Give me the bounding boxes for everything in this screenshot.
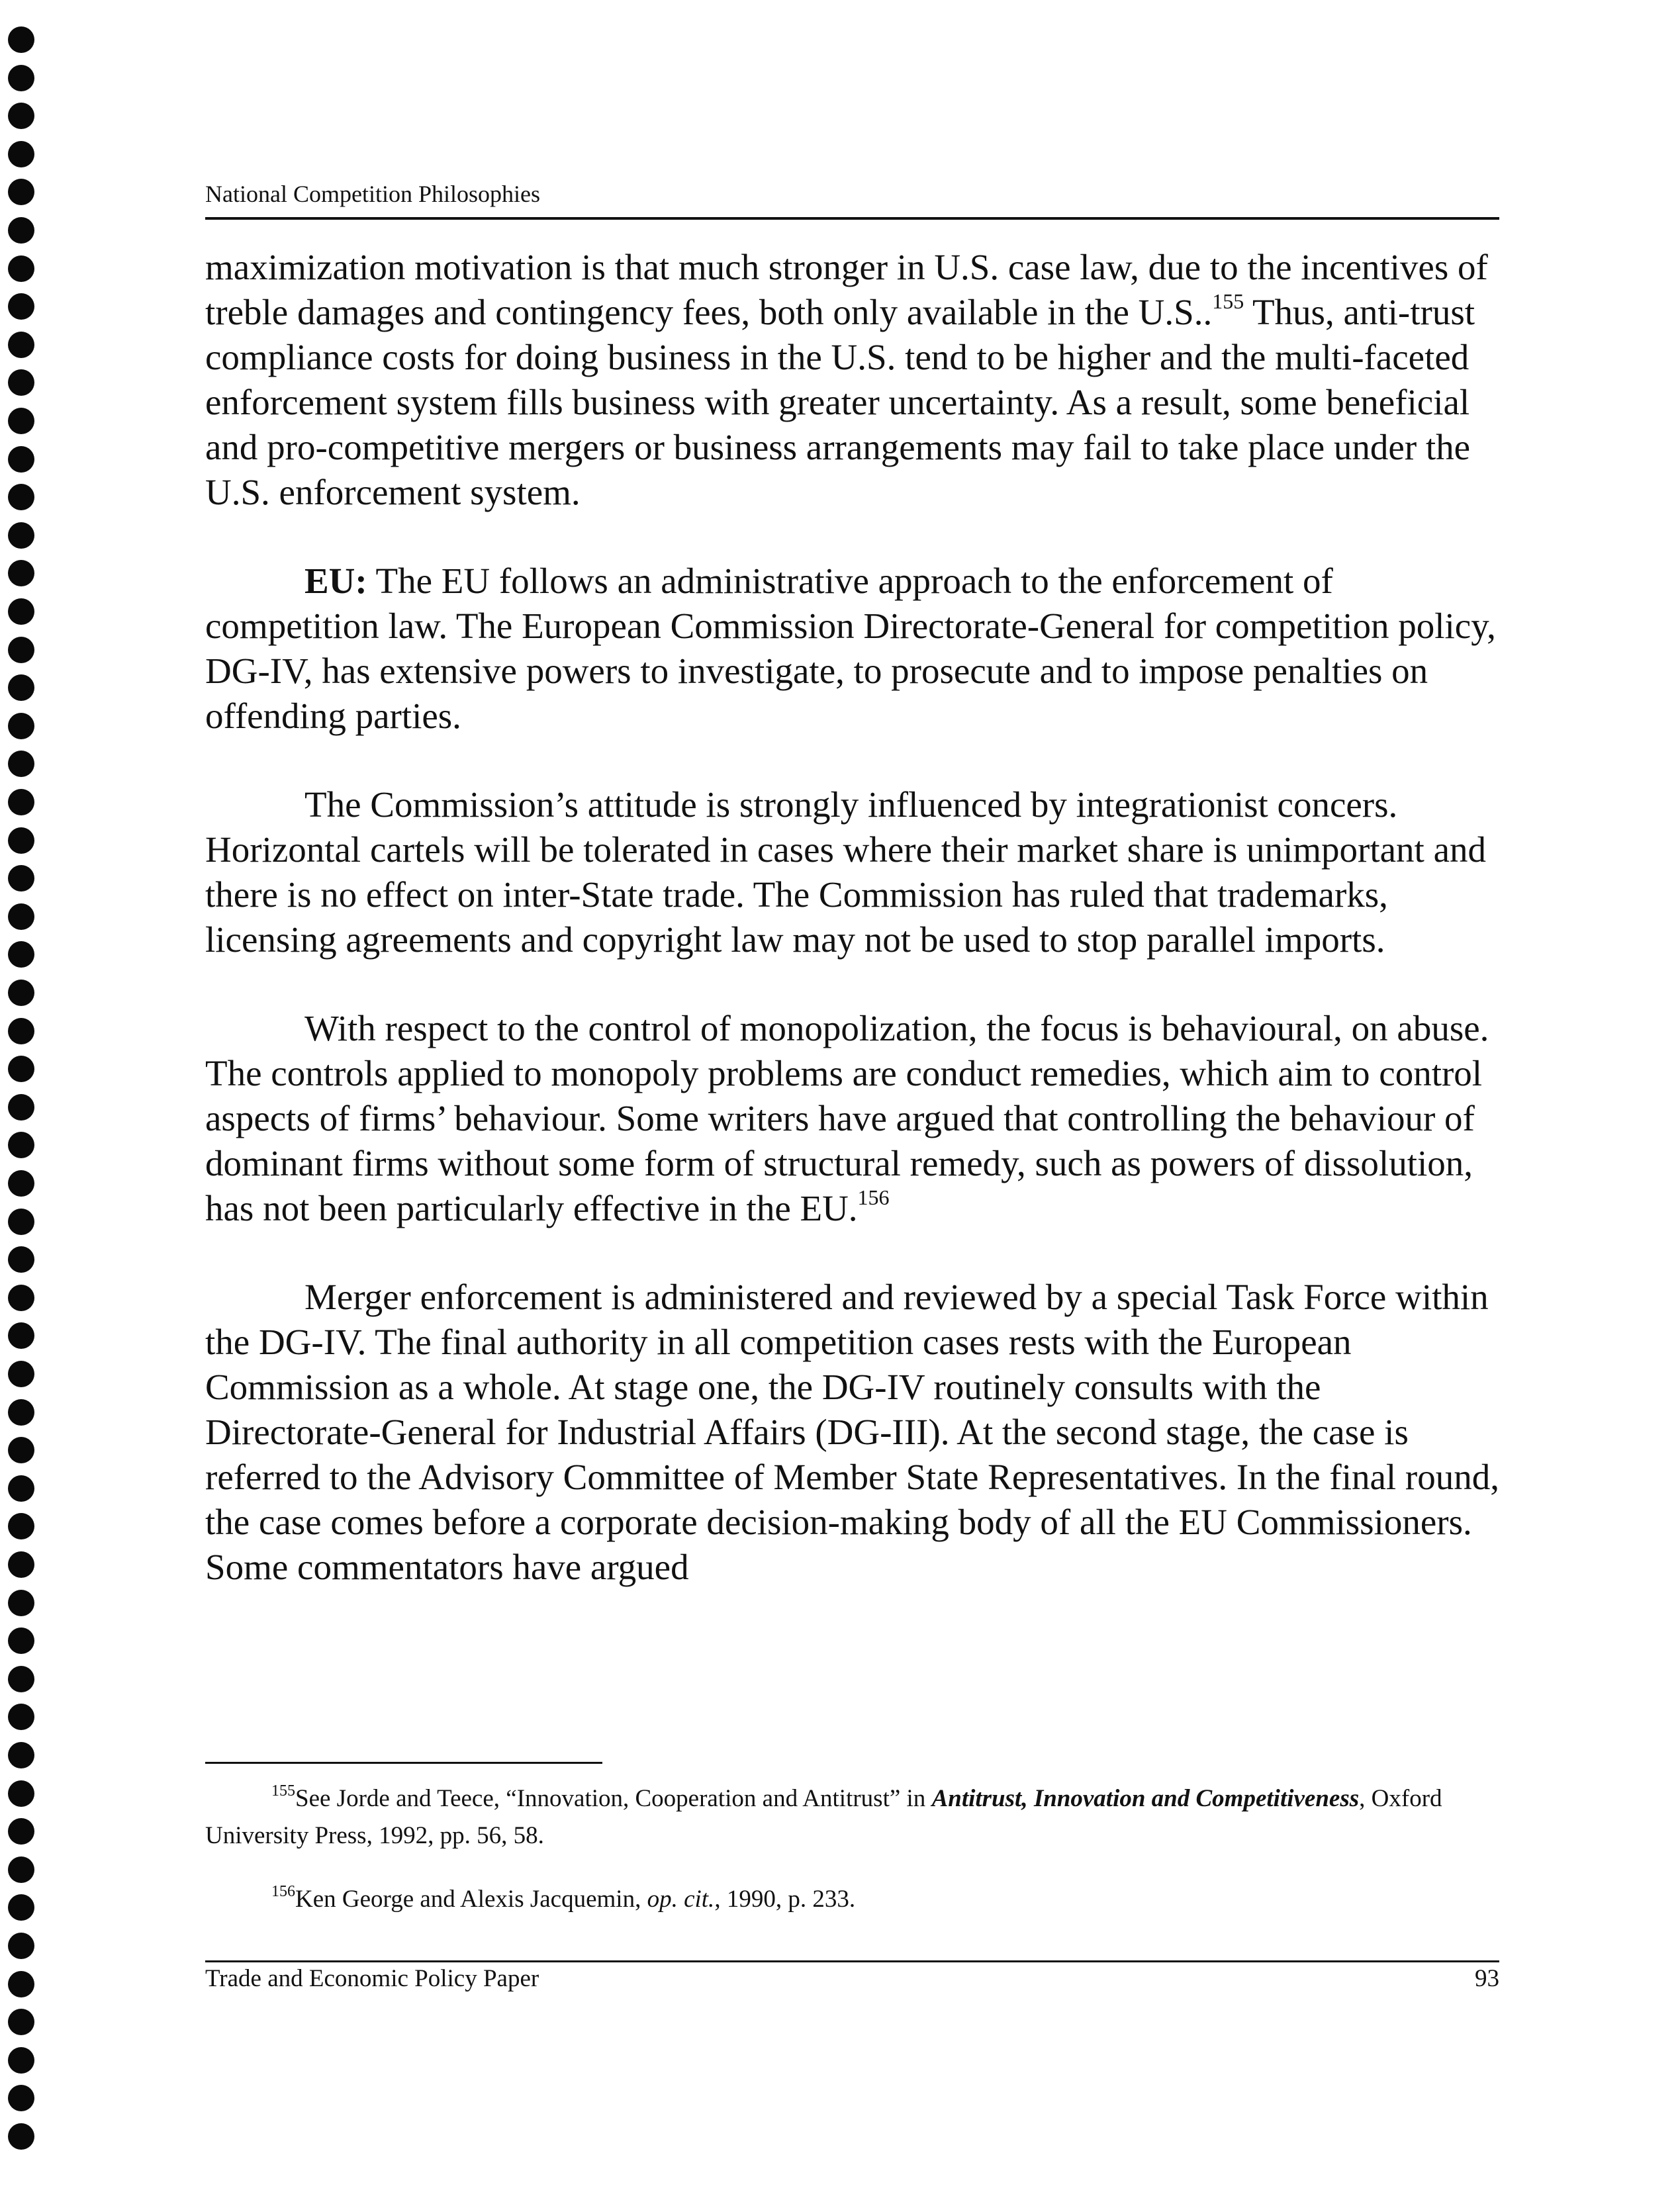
running-header: National Competition Philosophies	[205, 181, 540, 207]
binding-hole	[8, 865, 34, 892]
binding-hole	[8, 1704, 34, 1730]
paragraph-4: With respect to the control of monopolization, the focus is behavioural, on abuse. The controls applied to monopoly problems are conduct remedies, which aim to control aspects of firms’ behaviour. Some writers have argued that controlling the behaviour of dominant firms without some form of structural remedy, such as powers of dissolution, has not been particularly effective in the EU.$^{156}$	[205, 1008, 1489, 1228]
paragraph-2: EU: The EU follows an administrative approach to the enforcement of competition law. The European Commission Directorate-General for competition policy, DG-IV, has extensive powers to investigate, to prosecute and to impose penalties on offending parties.	[205, 561, 1496, 736]
binding-hole	[8, 1094, 34, 1121]
binding-hole	[8, 903, 34, 930]
binding-hole	[8, 103, 34, 129]
binding-hole	[8, 637, 34, 663]
binding-hole	[8, 1513, 34, 1539]
binding-hole	[8, 1933, 34, 1959]
binding-hole	[8, 1018, 34, 1044]
binding-hole	[8, 1170, 34, 1197]
binding-hole	[8, 980, 34, 1006]
binding-hole	[8, 255, 34, 282]
binding-hole	[8, 560, 34, 586]
binding-hole	[8, 2009, 34, 2035]
binding-hole	[8, 1971, 34, 1997]
binding-holes	[8, 26, 41, 2184]
footnote-156: $^{156}$Ken George and Alexis Jacquemin, op. cit., 1990, p. 233.	[271, 1883, 856, 1913]
footnote-ref-156[interactable]: 156	[857, 1185, 890, 1209]
binding-hole	[8, 1742, 34, 1768]
binding-hole	[8, 789, 34, 815]
binding-hole	[8, 1894, 34, 1921]
page-number: 93	[1475, 1965, 1499, 1992]
binding-hole	[8, 1399, 34, 1426]
footnote-ref-155[interactable]: 155	[1212, 289, 1244, 313]
footnotes	[205, 1780, 1499, 1945]
binding-hole	[8, 1780, 34, 1807]
binding-hole	[8, 1856, 34, 1883]
binding-hole	[8, 1437, 34, 1463]
binding-hole	[8, 1132, 34, 1158]
paragraph-3: The Commission’s attitude is strongly influenced by integrationist concers. Horizontal cartels will be tolerated in cases where their market share is unimportant and there is no effect on inter-State trade. The Commission has ruled that trademarks, licensing agreements and copyright law may not be used to stop parallel imports.	[205, 784, 1486, 960]
section-label-eu: EU:	[304, 561, 367, 601]
paragraph-5: Merger enforcement is administered and reviewed by a special Task Force within the DG-IV. The final authority in all competition cases rests with the European Commission as a whole. At stage one, the DG-IV routinely consults with the Directorate-General for Industrial Affairs (DG-III). At the second stage, the case is referred to the Advisory Committee of Member State Representatives. In the final round, the case comes before a corporate decision-making body of all the EU Commissioners. Some commentators have argued	[205, 1277, 1499, 1587]
binding-hole	[8, 1551, 34, 1578]
binding-hole	[8, 217, 34, 244]
binding-hole	[8, 598, 34, 625]
binding-hole	[8, 1818, 34, 1845]
binding-hole	[8, 1627, 34, 1654]
paragraph-1: maximization motivation is that much stronger in U.S. case law, due to the incentives of treble damages and contingency fees, both only available in the U.S..$^{155}$ Thus, anti-trust compliance costs for doing business in the U.S. tend to be higher and the multi-faceted enforcement system fills business with greater uncertainty. As a result, some beneficial and pro-competitive mergers or business arrangements may fail to take place under the U.S. enforcement system.	[205, 247, 1488, 512]
binding-hole	[8, 141, 34, 167]
binding-hole	[8, 522, 34, 549]
binding-hole	[8, 1590, 34, 1616]
binding-hole	[8, 1322, 34, 1349]
binding-hole	[8, 941, 34, 968]
binding-hole	[8, 293, 34, 320]
binding-hole	[8, 408, 34, 434]
footer-rule	[205, 1960, 1499, 1962]
binding-hole	[8, 674, 34, 701]
binding-hole	[8, 26, 34, 53]
footnote-rule	[205, 1762, 602, 1764]
binding-hole	[8, 1361, 34, 1387]
binding-hole	[8, 369, 34, 396]
binding-hole	[8, 65, 34, 91]
running-footer: Trade and Economic Policy Paper	[205, 1965, 539, 1992]
binding-hole	[8, 2047, 34, 2074]
binding-hole	[8, 827, 34, 854]
binding-hole	[8, 2123, 34, 2150]
footnote-155: $^{155}$See Jorde and Teece, “Innovation, Cooperation and Antitrust” in Antitrust, Innovation and Competitiveness, Oxford University Press, 1992, pp. 56, 58.	[205, 1782, 1442, 1849]
binding-hole	[8, 1475, 34, 1502]
binding-hole	[8, 713, 34, 739]
binding-hole	[8, 751, 34, 777]
binding-hole	[8, 1285, 34, 1311]
binding-hole	[8, 179, 34, 205]
binding-hole	[8, 446, 34, 473]
binding-hole	[8, 1209, 34, 1235]
binding-hole	[8, 484, 34, 510]
body-text	[205, 245, 1499, 1590]
binding-hole	[8, 1246, 34, 1273]
binding-hole	[8, 1056, 34, 1082]
binding-hole	[8, 1666, 34, 1692]
header-rule	[205, 217, 1499, 220]
binding-hole	[8, 2085, 34, 2111]
binding-hole	[8, 332, 34, 358]
